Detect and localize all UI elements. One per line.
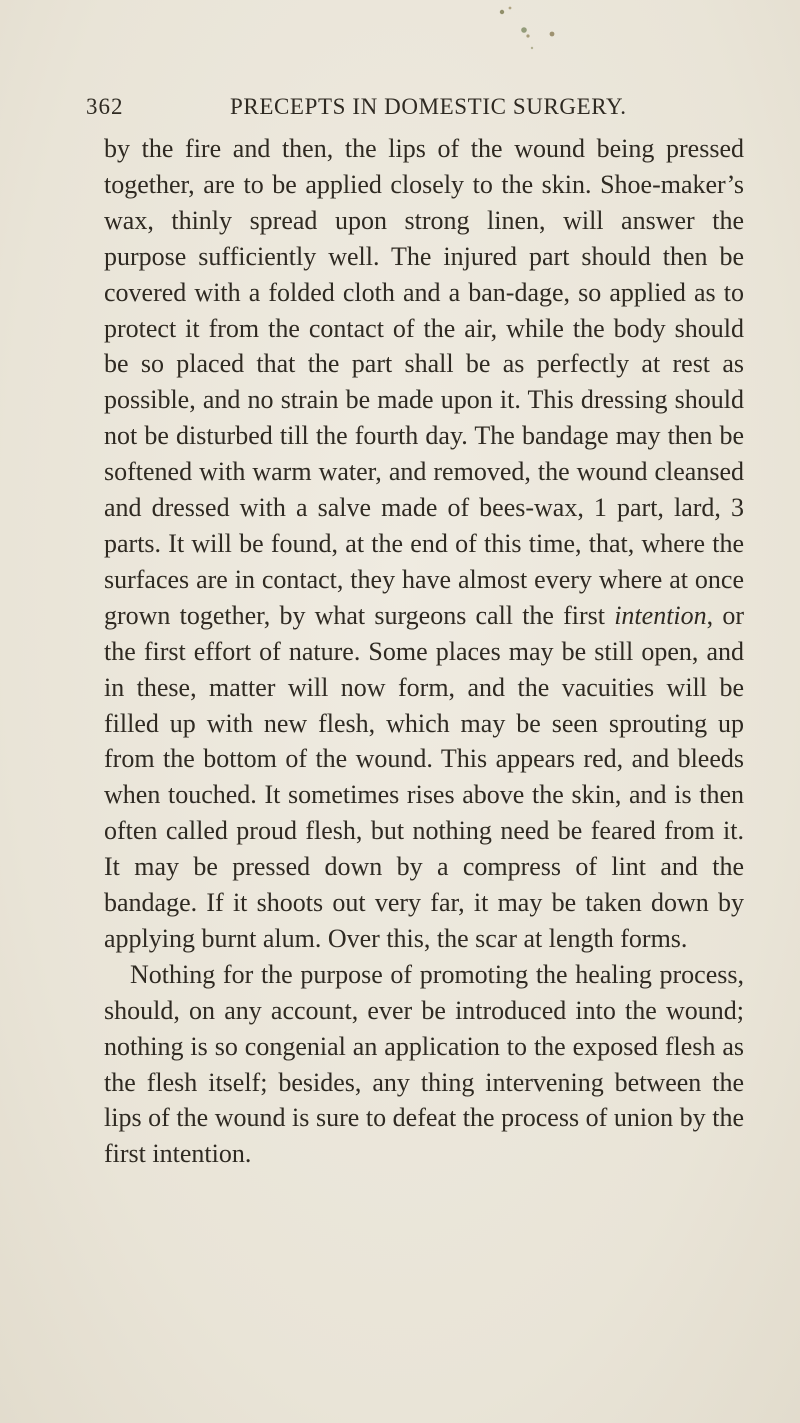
paragraph-1-part-2: , or the first effort of nature. Some places may be still open, and in these, matter will now form, and the vacuities will be filled up with new flesh, which may be seen sprouting up from the bottom of the wound. This appears red, and bleeds when touched. It sometimes rises above the skin, and is then often called proud flesh, but nothing need be feared from it. It may be pressed down by a compress of lint and the bandage. If it shoots out very far, it may be taken down by applying burnt alum. Over this, the scar at length forms. <box>104 600 744 953</box>
body-text <box>104 131 744 1172</box>
italic-intention: intention <box>614 600 707 630</box>
page-number: 362 <box>86 94 124 119</box>
paragraph-1 <box>104 131 744 957</box>
paragraph-2: Nothing for the purpose of promoting the healing process, should, on any account, ever be introduced into the wound; nothing is so congenial an application to the exposed flesh as the flesh itself; besides, any thing intervening between the lips of the wound is sure to defeat the process of union by the first intention. <box>104 959 744 1169</box>
paper-specks <box>480 0 560 60</box>
running-head: PRECEPTS IN DOMESTIC SURGERY. <box>230 94 627 119</box>
paragraph-1-part-1: by the fire and then, the lips of the wound being pressed together, are to be applied closely to the skin. Shoe-maker’s wax, thinly spread upon strong linen, will answer the purpose sufficiently well. The injured part should then be covered with a folded cloth and a ban-dage, so applied as to protect it from the contact of the air, while the body should be so placed that the part shall be as perfectly at rest as possible, and no strain be made upon it. This dressing should not be disturbed till the fourth day. The bandage may then be softened with warm water, and removed, the wound cleansed and dressed with a salve made of bees-wax, 1 part, lard, 3 parts. It will be found, at the end of this time, that, where the surfaces are in contact, they have almost every where at once grown together, by what surgeons call the first <box>104 134 744 630</box>
page-header <box>86 94 726 128</box>
